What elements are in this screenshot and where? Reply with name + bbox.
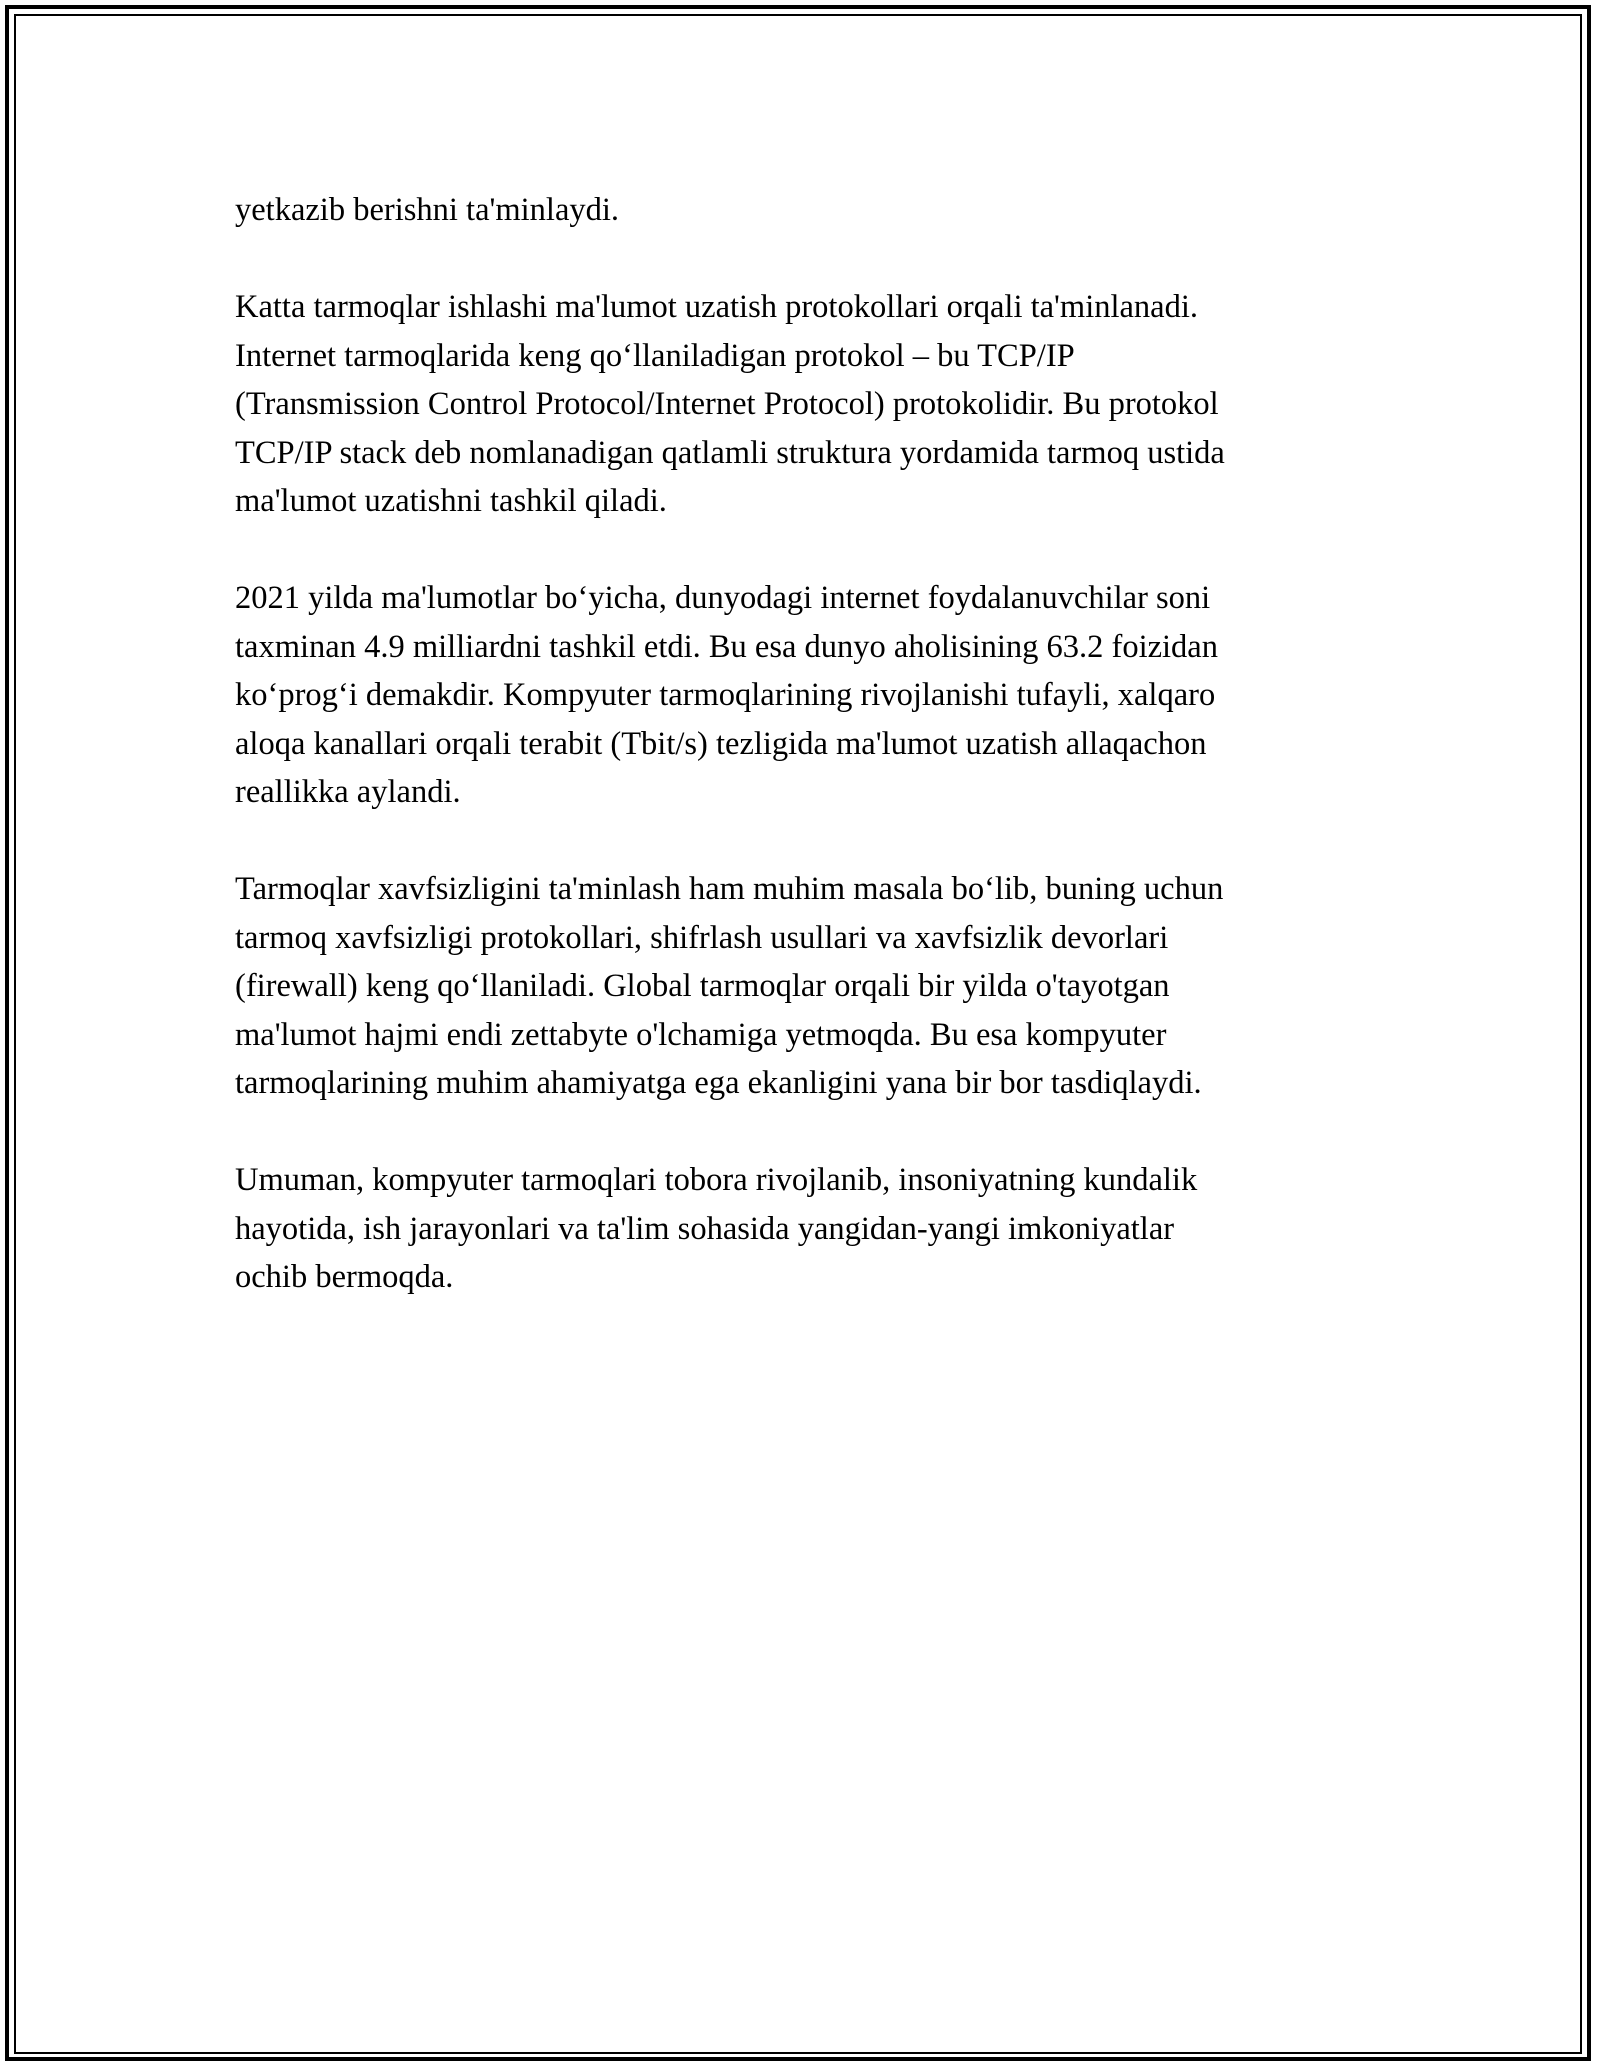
text-line: yetkazib berishni ta'minlaydi. bbox=[235, 192, 620, 228]
text-line: ma'lumot uzatishni tashkil qiladi. bbox=[235, 483, 667, 519]
text-line: Internet tarmoqlarida keng qoʻllaniladigan protokol – bu TCP/IP bbox=[235, 337, 1075, 374]
document-body bbox=[235, 186, 1375, 1350]
text-line: Katta tarmoqlar ishlashi ma'lumot uzatish protokollari orqali ta'minlanadi. bbox=[235, 289, 1199, 325]
paragraph-4 bbox=[235, 865, 1375, 1108]
text-line: (firewall) keng qoʻllaniladi. Global tarmoqlar orqali bir yilda o'tayotgan bbox=[235, 968, 1170, 1004]
text-line: hayotida, ish jarayonlari va ta'lim sohasida yangidan-yangi imkoniyatlar bbox=[235, 1210, 1175, 1247]
paragraph-1 bbox=[235, 186, 1375, 235]
text-line: aloqa kanallari orqali terabit (Tbit/s) tezligida ma'lumot uzatish allaqachon bbox=[235, 725, 1207, 762]
paragraph-5 bbox=[235, 1156, 1375, 1302]
text-line: 2021 yilda ma'lumotlar boʻyicha, dunyodagi internet foydalanuvchilar soni bbox=[235, 580, 1211, 616]
text-line: tarmoqlarining muhim ahamiyatga ega ekanligini yana bir bor tasdiqlaydi. bbox=[235, 1065, 1202, 1101]
paragraph-2 bbox=[235, 283, 1375, 526]
text-line: ma'lumot hajmi endi zettabyte o'lchamiga yetmoqda. Bu esa kompyuter bbox=[235, 1016, 1167, 1053]
text-line: TCP/IP stack deb nomlanadigan qatlamli struktura yordamida tarmoq ustida bbox=[235, 434, 1225, 471]
text-line: Tarmoqlar xavfsizligini ta'minlash ham muhim masala boʻlib, buning uchun bbox=[235, 871, 1224, 907]
text-line: reallikka aylandi. bbox=[235, 774, 461, 810]
text-line: taxminan 4.9 milliardni tashkil etdi. Bu esa dunyo aholisining 63.2 foizidan bbox=[235, 628, 1218, 665]
text-line: Umuman, kompyuter tarmoqlari tobora rivojlanib, insoniyatning kundalik bbox=[235, 1162, 1198, 1198]
text-line: tarmoq xavfsizligi protokollari, shifrlash usullari va xavfsizlik devorlari bbox=[235, 919, 1169, 956]
text-line: koʻprogʻi demakdir. Kompyuter tarmoqlarining rivojlanishi tufayli, xalqaro bbox=[235, 677, 1216, 713]
paragraph-3 bbox=[235, 574, 1375, 817]
text-line: (Transmission Control Protocol/Internet Protocol) protokolidir. Bu protokol bbox=[235, 386, 1219, 422]
text-line: ochib bermoqda. bbox=[235, 1259, 454, 1295]
